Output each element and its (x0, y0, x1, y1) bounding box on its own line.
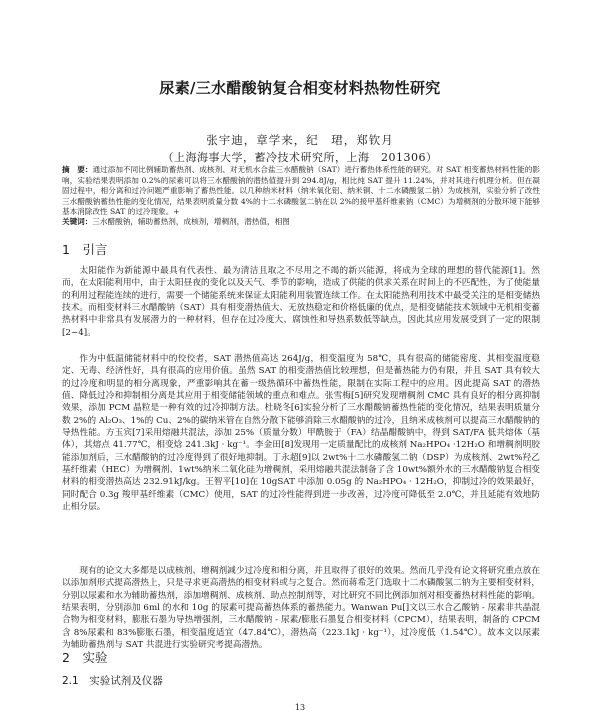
section-heading-experiment: 2 实验 (62, 650, 108, 665)
intro-paragraph-3: 现有的论文大多都是以成核剂、增稠剂减少过冷度和相分离，并且取得了很好的效果。然而几乎没有论文将研究重点放在以添加剂形式提高潜热上，只是寻求更高潜热的相变材料或与之复合。然而蒋希芝门选取十二水磷酸氢二钠为主要相变材料，分别以尿素和水为辅助蓄热剂，添加增稠剂、成核剂、助点控制剂等，对比研究不同比例添加剂对相变蓄热材料性能的影响。结果表明，分别添加 6ml 的水和 10g 的尿素可提高蓄热体系的蓄热能力。Wanwan Pu[]文以三水合乙酸钠 - 尿素非共晶混合物为相变材料，膨胀石墨为导热增强剂，三水醋酸钠 - 尿素/膨胀石墨复合相变材料（CPCM），结果表明，制备的 CPCM 含 8%尿素和 83%膨胀石墨，相变温度适宜（47.84℃），潜热高（223.1kJ · kg⁻¹），过冷度低（1.54℃）。故本文以尿素为辅助蓄热剂与 SAT 共混进行实验研究考提高潜热。 (62, 566, 540, 651)
keywords-label: 关键词： (62, 217, 93, 226)
intro-paragraph-1: 太阳能作为新能源中最具有代表性、最为清洁且取之不尽用之不竭的新兴能源，将成为全球的理想的替代能源[1]。然而，在太阳能利用中，由于太阳昼夜的变化以及天气、季节的影响，造成了供能的供求关系在时间上的不匹配性，为了使能量的利用过程能连续的进行，需要一个储能系统来保证太阳能利用装置连续工作。在太阳能热利用技术中最受关注的是相变储热技术。而相变材料三水醋酸钠（SAT）具有相变潜热值大、无放热稳定和价格低廉的优点，是相变储能技术领域中无机相变蓄热材料中非常具有发展潜力的一种材料，但存在过冷度大、腐蚀性和导热系数低等缺点，因此其应用发展受到了一定的限制[2~4]。 (62, 266, 540, 338)
subsection-heading-reagents: 2.1 实验试剂及仪器 (62, 675, 163, 687)
author-list: 张宇迪，章学来，纪 珺，郑钦月 (206, 133, 394, 147)
abstract-text: 通过添加不同比例辅助蓄热剂、成核剂、对无机水合盐三水醋酸钠（SAT）进行蓄热体系性能的研究。对 SAT 相变蓄热材料性能的影响，实验结果表明添加 0.2%的尿素可以将三水醋酸钠的潜热值提升到 294.8J/g，相比纯 SAT 提升 11.24%，并对其进行机理分析。但在凝固过程中，相分离和过冷问题严重影响了蓄热性能。以几种纳米材料（纳米氧化铝、纳米铜、十二水磷酸氢二钠）为成核剂，实验分析了改性三水醋酸钠蓄热性能的变化情况，结果表明质量分数 4%的十二水磷酸氢二钠在以 2%的接甲基纤维素钠（CMC）为增稠剂的分散环境下能够基本消除改性 SAT 的过冷现象。+ (62, 165, 540, 217)
affiliation: （上海海事大学，蓄冷技术研究所，上海 201306） (162, 151, 438, 164)
page-number: 13 (294, 703, 306, 712)
intro-paragraph-2: 作为中低温储能材料中的佼佼者，SAT 潜热值高达 264J/g，相变温度为 58℃，具有很高的储能密度、其相变温度稳定、无毒、经济性好，具有很高的应用价值。虽然 SAT 的相变潜热值比较理想，但是蓄热能力仍有限，并且 SAT 具有较大的过冷度和明显的相分离现象，严重影响其在蓄一级热循环中蓄热性能，限制在实际工程中的应用。因此提高 SAT 的潜热值、降低过冷和抑制相分离是其应用于相变储能领域的重点和难点。张雪梅[5]研究发现增稠剂 CMC 具有良好的相分离抑制效果，添加 PCM 晶粒是一种有效的过冷抑制方法。杜晓冬[6]实验分析了三水醋酸钠蓄热性能的变化情况，结果表明质量分数 2%的 Al₂O₃、1%的 Cu、2%的碳纳米管在自然分散下能够消除三水醋酸钠的过冷，且纳米成核剂可以提高三水醋酸钠的导热性能。方玉宾[7]采用熔融共混法，添加 25%（质量分数）甲酰胺于（FA）结晶醋酸钠中，得到 SAT/FA 低共熔体（基体），其熔点 41.77℃，相变焓 241.3kJ · kg⁻¹。李金田[8]发现用一定质量配比的成核剂 Na₂HPO₄ ·12H₂O 和增稠剂明胶能添加剂后，三水醋酸钠的过冷度得到了很好地抑制。丁永超[9]以 2wt%十二水磷酸氢二钠（DSP）为成核剂、2wt%羟乙基纤维素（HEC）为增稠剂、1wt%纳米二氧化硅为增稠剂，采用熔融共混法制备了含 10wt%额外水的三水醋酸钠复合相变材料的相变潜热高达 232.91kJ/kg。王智平[10]在 10gSAT 中添加 0.05g 的 Na₂HPO₄ · 12H₂O，抑制过冷的效果最好，同时配合 0.3g 羧甲基纤维素（CMC）使用，SAT 的过冷性能得到进一步改善，过冷度可降低至 2.0℃，并且延能有效地防止相分层。 (62, 354, 540, 513)
abstract-label: 摘 要： (62, 165, 93, 174)
paper-title: 尿素/三水醋酸钠复合相变材料热物性研究 (159, 79, 441, 97)
keywords-text: 三水醋酸钠，辅助蓄热剂，成核剂，增稠剂，潜热值，相图 (92, 217, 290, 226)
section-heading-introduction: 1 引言 (62, 242, 108, 257)
abstract (62, 165, 540, 218)
keywords (62, 217, 540, 227)
